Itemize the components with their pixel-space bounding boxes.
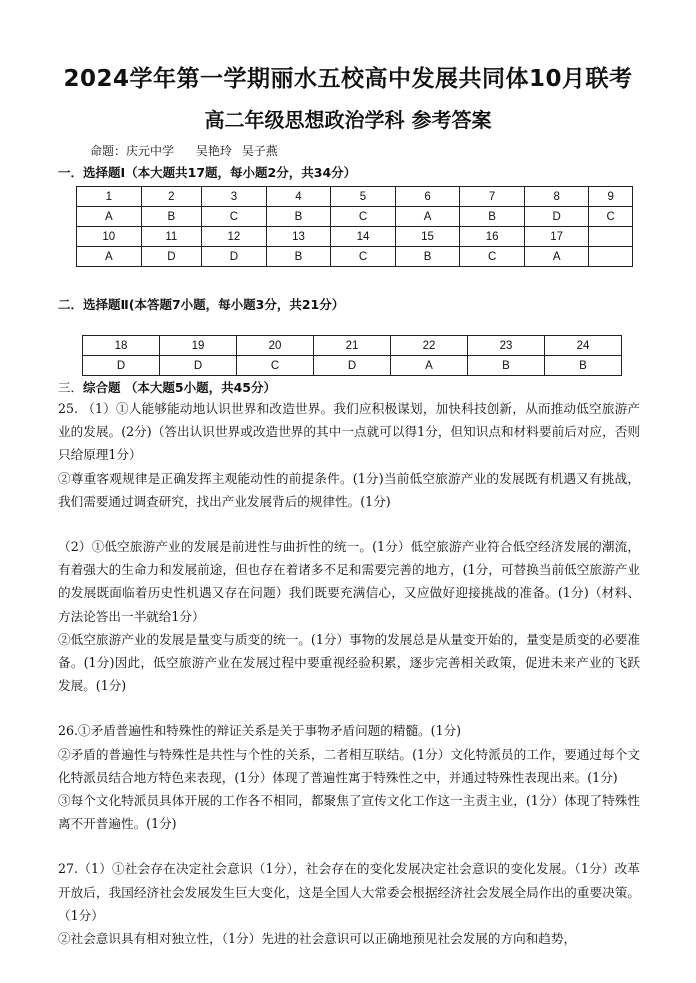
table-cell: D bbox=[141, 247, 202, 267]
section3-heading bbox=[58, 378, 276, 396]
table-cell: 6 bbox=[395, 187, 460, 207]
answer-paragraph: （2）①低空旅游产业的发展是前进性与曲折性的统一。(1分）低空旅游产业符合低空经济发展的潮流，有着强大的生命力和发展前途，但也存在着诸多不足和需要完善的地方，(1分，可替换当前低空旅游产业的发展既面临着历史性机遇又存在问题）我们既要充满信心，又应做好迎接挑战的准备。(1分)（材料、方法论答出一半就给1分） bbox=[58, 539, 640, 624]
table-cell: 20 bbox=[237, 336, 314, 356]
table-cell: A bbox=[391, 356, 468, 376]
table-cell: 14 bbox=[331, 227, 396, 247]
answer-paragraph: ②尊重客观规律是正确发挥主观能动性的前提条件。(1分)当前低空旅游产业的发展既有机遇又有挑战，我们需要通过调查研究，找出产业发展背后的规律性。(1分) bbox=[58, 470, 640, 509]
answer-paragraph: 27.（1）①社会存在决定社会意识（1分），社会存在的变化发展决定社会意识的变化发展。（1分）改革开放后，我国经济社会发展发生巨大变化，这是全国人大常委会根据经济社会发展全局作出的重要决策。（1分） bbox=[58, 861, 640, 923]
table-cell: 17 bbox=[524, 227, 589, 247]
table-cell: 12 bbox=[202, 227, 267, 247]
table-cell: C bbox=[331, 207, 396, 227]
table-cell: 24 bbox=[545, 336, 622, 356]
table-cell: B bbox=[266, 247, 331, 267]
section2-heading: 二．选择题Ⅱ(本答题7小题，每小题3分，共21分） bbox=[58, 297, 345, 312]
table-cell bbox=[589, 247, 633, 267]
section3-number: 三． bbox=[58, 380, 84, 395]
section3-title: 综合题 （本大题5小题，共45分） bbox=[83, 380, 276, 395]
table-cell: A bbox=[77, 247, 142, 267]
table-cell: 3 bbox=[202, 187, 267, 207]
table-row bbox=[77, 207, 633, 227]
table-cell: D bbox=[314, 356, 391, 376]
answer-paragraph: ②矛盾的普遍性与特殊性是共性与个性的关系，二者相互联结。(1分）文化特派员的工作，要通过每个文化特派员结合地方特色来表现，(1分）体现了普遍性寓于特殊性之中，并通过特殊性表现出来。(1分) bbox=[58, 746, 640, 785]
table-cell: 5 bbox=[331, 187, 396, 207]
table-cell: 8 bbox=[524, 187, 589, 207]
document-subtitle: 高二年级思想政治学科 参考答案 bbox=[204, 108, 492, 132]
section1-heading: 一．选择题Ⅰ（本大题共17题，每小题2分，共34分） bbox=[58, 165, 357, 180]
table-cell: 2 bbox=[141, 187, 202, 207]
table-cell: 21 bbox=[314, 336, 391, 356]
table-cell: 7 bbox=[460, 187, 525, 207]
answer-paragraph: ③每个文化特派员具体开展的工作各不相同，都聚焦了宣传文化工作这一主责主业，(1分）体现了特殊性离不开普遍性。(1分) bbox=[58, 793, 640, 832]
table-cell: 9 bbox=[589, 187, 633, 207]
table-cell: C bbox=[202, 207, 267, 227]
table-cell: 19 bbox=[160, 336, 237, 356]
table-cell: C bbox=[237, 356, 314, 376]
answer-paragraph: 25. （1）①人能够能动地认识世界和改造世界。我们应积极谋划，加快科技创新，从而推动低空旅游产业的发展。(2分)（答出认识世界或改造世界的其中一点就可以得1分，但知识点和材料要前后对应，否则只给原理1分） bbox=[58, 401, 640, 463]
table-cell: A bbox=[524, 247, 589, 267]
table-cell: A bbox=[395, 207, 460, 227]
answer-paragraph: ②低空旅游产业的发展是量变与质变的统一。(1分）事物的发展总是从量变开始的，量变是质变的必要准备。(1分)因此，低空旅游产业在发展过程中要重视经验积累，逐步完善相关政策，促进未来产业的飞跃发展。(1分) bbox=[58, 631, 640, 694]
table-cell: C bbox=[331, 247, 396, 267]
authors-line bbox=[90, 142, 296, 159]
table-cell: C bbox=[460, 247, 525, 267]
table-cell: 16 bbox=[460, 227, 525, 247]
document-title: 2024学年第一学期丽水五校高中发展共同体10月联考 bbox=[63, 66, 633, 92]
table-cell: D bbox=[524, 207, 589, 227]
table-cell bbox=[589, 227, 633, 247]
table-row bbox=[77, 227, 633, 247]
author-name: 吴艳玲 bbox=[195, 144, 232, 158]
table-cell: 10 bbox=[77, 227, 142, 247]
table-row bbox=[83, 356, 622, 376]
table-cell: 22 bbox=[391, 336, 468, 356]
table-cell: 1 bbox=[77, 187, 142, 207]
table-cell: A bbox=[77, 207, 142, 227]
table-cell: C bbox=[589, 207, 633, 227]
table-cell: 15 bbox=[395, 227, 460, 247]
authors-label: 命题：庆元中学 bbox=[90, 144, 175, 158]
table-cell: B bbox=[141, 207, 202, 227]
table-cell: D bbox=[160, 356, 237, 376]
answer-paragraph: 26.①矛盾普遍性和特殊性的辩证关系是关于事物矛盾问题的精髓。(1分) bbox=[58, 723, 462, 739]
table-cell: B bbox=[460, 207, 525, 227]
answer-paragraph: ②社会意识具有相对独立性，（1分）先进的社会意识可以正确地预见社会发展的方向和趋势， bbox=[58, 931, 577, 947]
table-cell: B bbox=[468, 356, 545, 376]
answer-body bbox=[58, 397, 640, 950]
table-row bbox=[77, 187, 633, 207]
section1-answer-table bbox=[76, 186, 633, 267]
table-row bbox=[77, 247, 633, 267]
author-name: 吴子燕 bbox=[241, 144, 278, 158]
table-cell: D bbox=[83, 356, 160, 376]
table-cell: 23 bbox=[468, 336, 545, 356]
table-cell: 4 bbox=[266, 187, 331, 207]
section2-answer-table bbox=[82, 335, 622, 376]
table-cell: B bbox=[266, 207, 331, 227]
table-cell: 11 bbox=[141, 227, 202, 247]
table-cell: B bbox=[395, 247, 460, 267]
table-cell: 18 bbox=[83, 336, 160, 356]
table-cell: B bbox=[545, 356, 622, 376]
table-row bbox=[83, 336, 622, 356]
table-cell: 13 bbox=[266, 227, 331, 247]
table-cell: D bbox=[202, 247, 267, 267]
